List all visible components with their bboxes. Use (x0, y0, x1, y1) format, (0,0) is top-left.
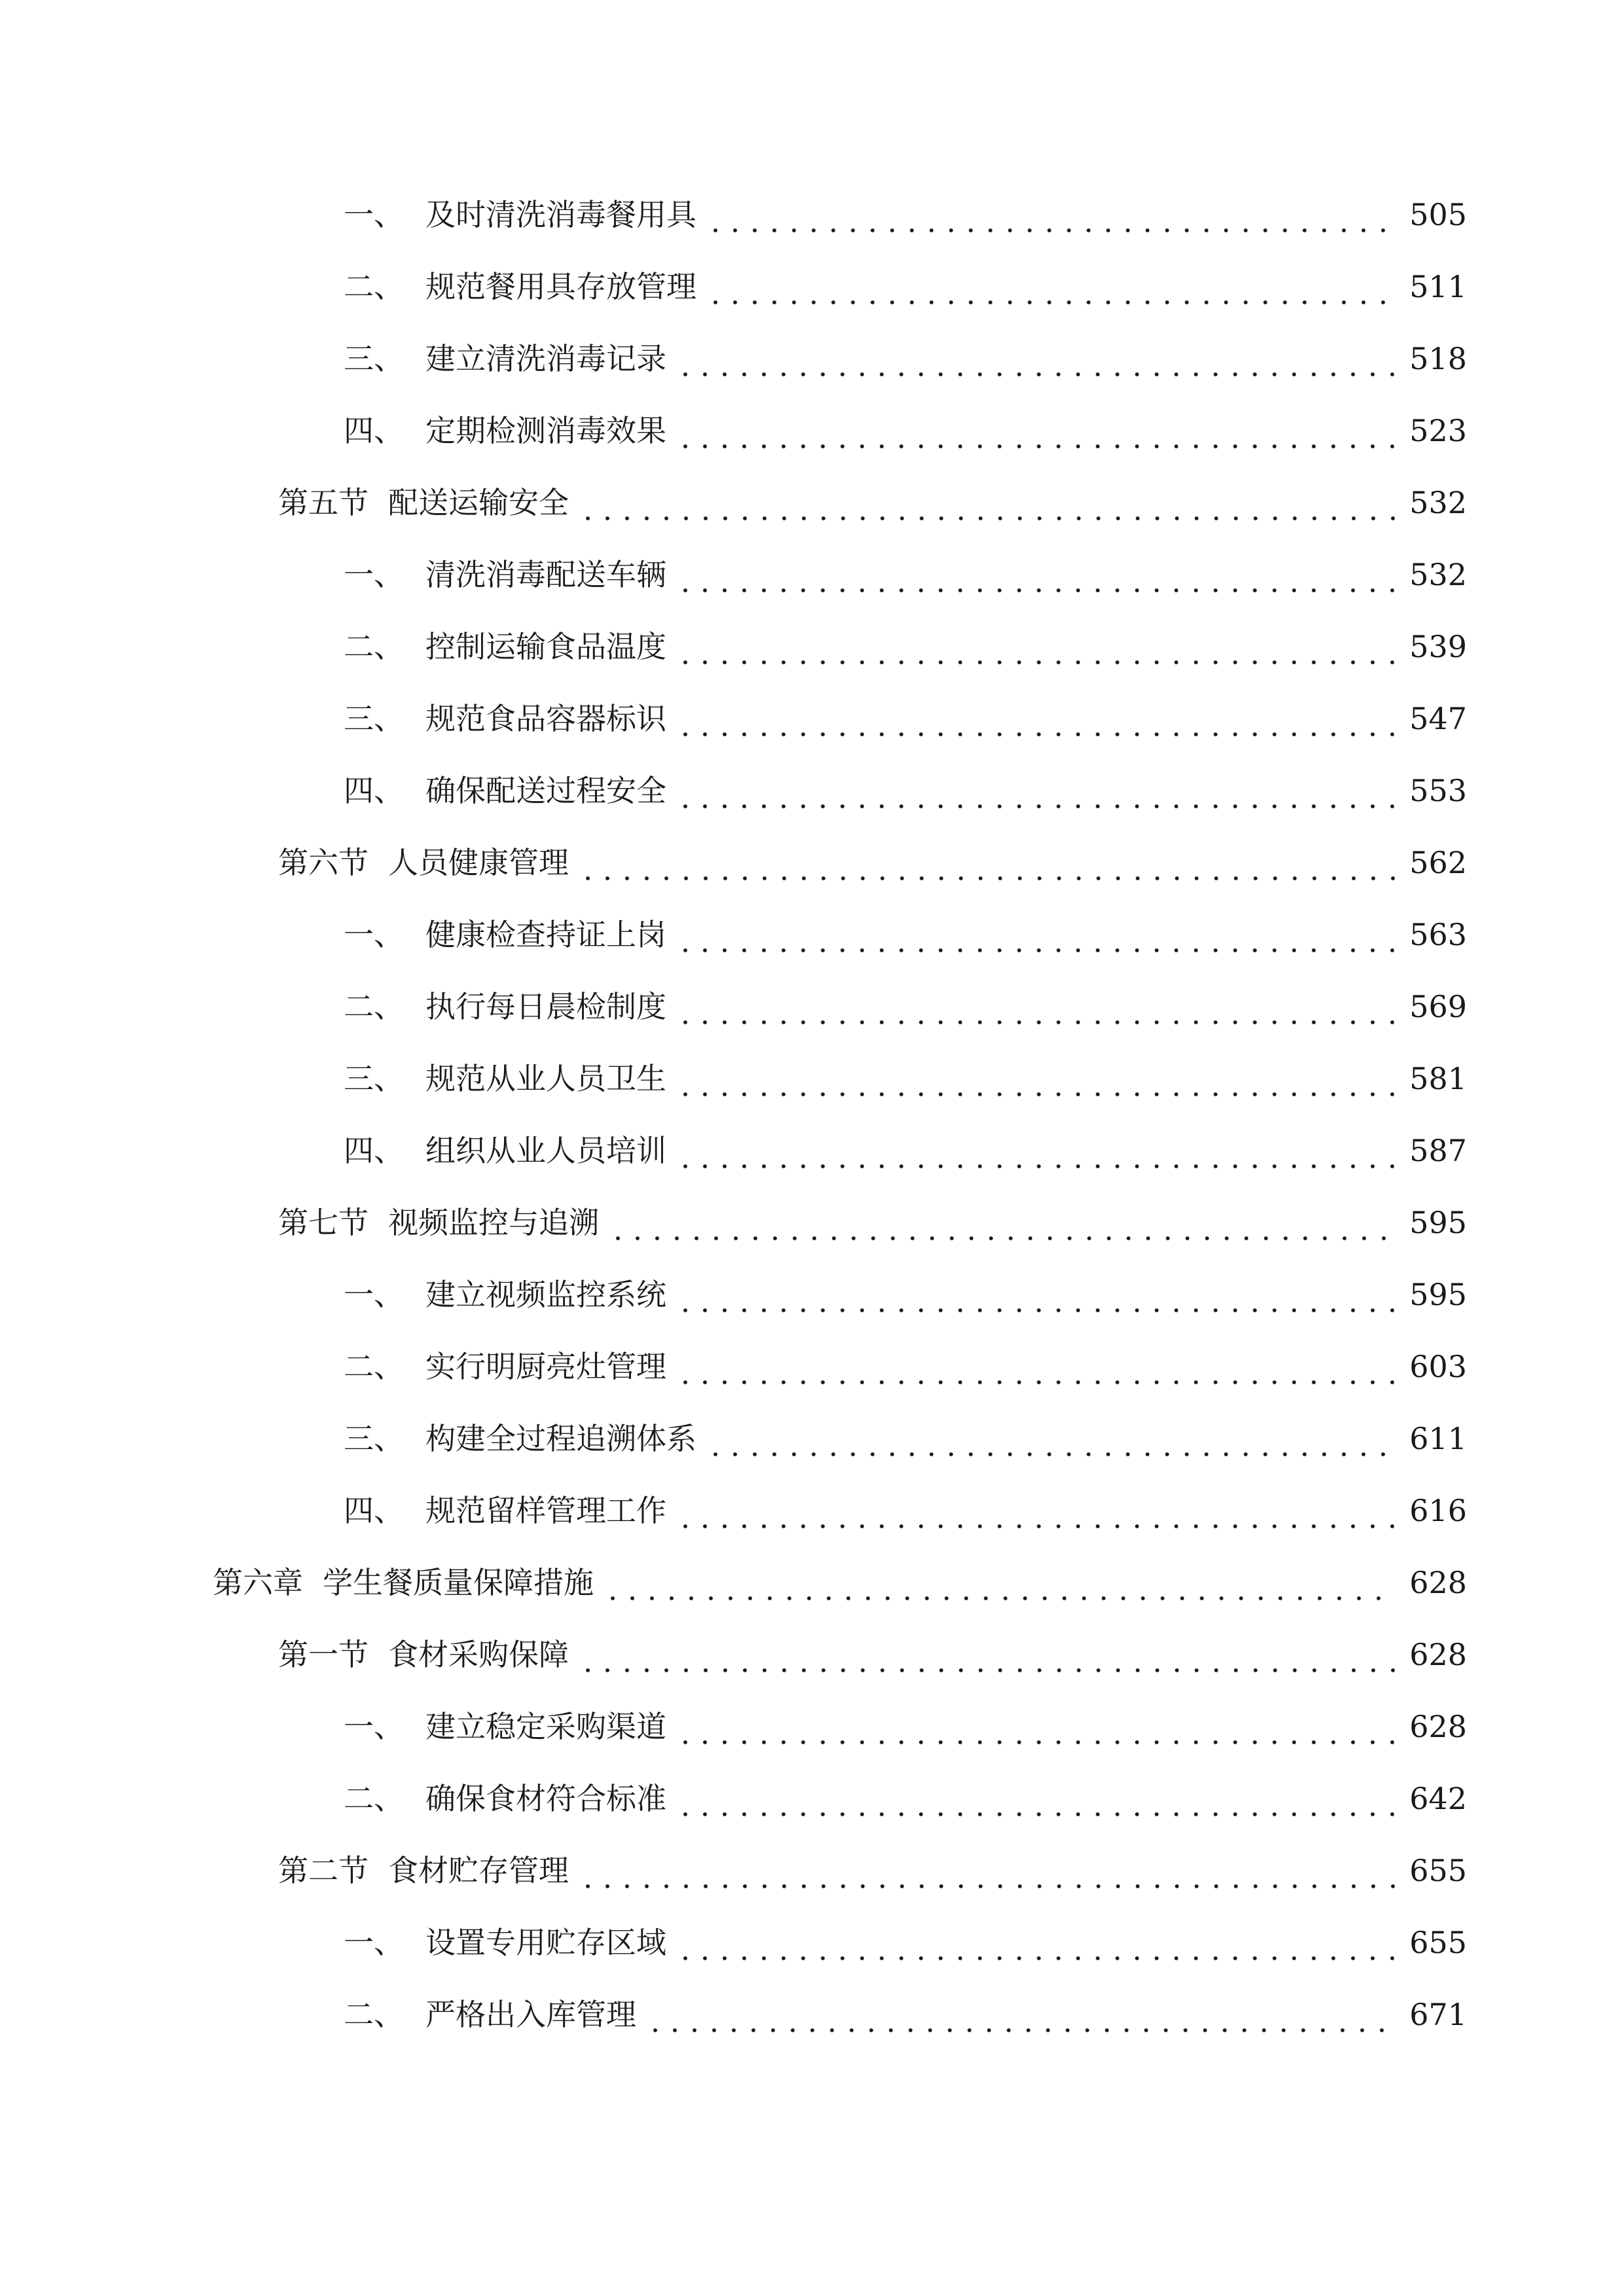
toc-entry-number: 四、 (344, 1133, 404, 1168)
toc-entry-title: 构建全过程追溯体系 (425, 1421, 696, 1456)
toc-entry[interactable] (344, 548, 1467, 601)
toc-entry[interactable] (344, 1916, 1467, 1969)
dot-leader (676, 692, 1395, 745)
toc-entry-page: 539 (1409, 629, 1467, 664)
toc-entry-title: 规范食品容器标识 (425, 701, 666, 736)
toc-entry-title: 定期检测消毒效果 (425, 413, 666, 448)
toc-entry-page: 671 (1409, 1997, 1467, 2032)
toc-entry-page: 611 (1409, 1421, 1467, 1456)
toc-entry-title: 配送运输安全 (388, 485, 569, 520)
toc-entry-page: 532 (1409, 485, 1467, 520)
toc-entry-title: 执行每日晨检制度 (425, 989, 666, 1024)
toc-entry-number: 二、 (344, 1781, 404, 1816)
toc-entry-title: 建立稳定采购渠道 (425, 1709, 666, 1744)
toc-entry-title: 学生餐质量保障措施 (323, 1565, 594, 1600)
dot-leader (608, 1196, 1395, 1249)
toc-entry-page: 595 (1409, 1277, 1467, 1312)
toc-entry-number: 第六章 (213, 1565, 303, 1600)
dot-leader (706, 188, 1395, 241)
toc-entry-page: 655 (1409, 1853, 1467, 1888)
toc-entry-page: 553 (1409, 773, 1467, 808)
toc-entry-number: 第七节 (278, 1205, 369, 1240)
toc-entry-title: 组织从业人员培训 (425, 1133, 666, 1168)
toc-entry-number: 三、 (344, 701, 404, 736)
dot-leader (676, 548, 1395, 601)
dot-leader (676, 1268, 1395, 1321)
toc-entry[interactable] (278, 476, 1467, 529)
toc-entry-title: 清洗消毒配送车辆 (425, 557, 666, 592)
dot-leader (676, 332, 1395, 385)
toc-entry-page: 523 (1409, 413, 1467, 448)
toc-entry-number: 四、 (344, 773, 404, 808)
toc-entry[interactable] (278, 1628, 1467, 1681)
toc-entry-page: 547 (1409, 701, 1467, 736)
toc-entry[interactable] (213, 1556, 1467, 1609)
toc-entry-number: 一、 (344, 197, 404, 232)
toc-entry[interactable] (278, 836, 1467, 889)
toc-entry[interactable] (344, 764, 1467, 817)
dot-leader (578, 1844, 1395, 1897)
dot-leader (676, 1340, 1395, 1393)
dot-leader (676, 1916, 1395, 1969)
toc-entry[interactable] (344, 1772, 1467, 1825)
toc-entry-page: 511 (1409, 269, 1467, 304)
dot-leader (676, 1052, 1395, 1105)
toc-entry[interactable] (344, 980, 1467, 1033)
toc-entry-page: 563 (1409, 917, 1467, 952)
dot-leader (676, 1484, 1395, 1537)
toc-entry-number: 二、 (344, 629, 404, 664)
toc-entry-page: 655 (1409, 1925, 1467, 1960)
toc-entry-number: 三、 (344, 1421, 404, 1456)
toc-entry-page: 616 (1409, 1493, 1467, 1528)
toc-entry-number: 一、 (344, 1925, 404, 1960)
toc-entry[interactable] (344, 1412, 1467, 1465)
toc-entry[interactable] (344, 404, 1467, 457)
toc-entry[interactable] (344, 1124, 1467, 1177)
dot-leader (578, 476, 1395, 529)
toc-entry-page: 628 (1409, 1709, 1467, 1744)
toc-entry-number: 一、 (344, 917, 404, 952)
dot-leader (676, 404, 1395, 457)
toc-entry[interactable] (344, 1052, 1467, 1105)
toc-entry[interactable] (344, 1988, 1467, 2041)
toc-entry-title: 建立视频监控系统 (425, 1277, 666, 1312)
toc-entry-number: 三、 (344, 1061, 404, 1096)
toc-entry-number: 四、 (344, 413, 404, 448)
dot-leader (603, 1556, 1395, 1609)
toc-entry-title: 视频监控与追溯 (388, 1205, 599, 1240)
dot-leader (706, 1412, 1395, 1465)
toc-entry-number: 一、 (344, 1277, 404, 1312)
toc-entry-title: 健康检查持证上岗 (425, 917, 666, 952)
toc-entry-page: 628 (1409, 1565, 1467, 1600)
toc-entry-title: 建立清洗消毒记录 (425, 341, 666, 376)
toc-entry-number: 第二节 (278, 1853, 369, 1888)
toc-entry-number: 第五节 (278, 485, 369, 520)
toc-entry-title: 规范留样管理工作 (425, 1493, 666, 1528)
toc-entry-page: 642 (1409, 1781, 1467, 1816)
toc-entry[interactable] (344, 908, 1467, 961)
toc-entry[interactable] (344, 620, 1467, 673)
dot-leader (578, 1628, 1395, 1681)
toc-entry-title: 确保食材符合标准 (425, 1781, 666, 1816)
toc-entry[interactable] (344, 692, 1467, 745)
toc-entry[interactable] (344, 188, 1467, 241)
toc-entry-number: 二、 (344, 1349, 404, 1384)
toc-entry-title: 设置专用贮存区域 (425, 1925, 666, 1960)
toc-entry-page: 595 (1409, 1205, 1467, 1240)
toc-entry-number: 第一节 (278, 1637, 369, 1672)
toc-entry-page: 562 (1409, 845, 1467, 880)
dot-leader (676, 764, 1395, 817)
toc-entry-page: 628 (1409, 1637, 1467, 1672)
toc-entry-number: 二、 (344, 989, 404, 1024)
toc-entry-number: 三、 (344, 341, 404, 376)
toc-entry[interactable] (344, 1700, 1467, 1753)
toc-entry-number: 第六节 (278, 845, 369, 880)
toc-entry-number: 二、 (344, 1997, 404, 2032)
toc-entry[interactable] (344, 260, 1467, 313)
toc-entry-page: 518 (1409, 341, 1467, 376)
toc-entry-title: 实行明厨亮灶管理 (425, 1349, 666, 1384)
toc-entry-title: 严格出入库管理 (425, 1997, 636, 2032)
dot-leader (676, 1772, 1395, 1825)
toc-entry-title: 及时清洗消毒餐用具 (425, 197, 696, 232)
dot-leader (578, 836, 1395, 889)
toc-entry[interactable] (344, 332, 1467, 385)
toc-entry[interactable] (344, 1340, 1467, 1393)
toc-entry-title: 人员健康管理 (388, 845, 569, 880)
dot-leader (676, 1700, 1395, 1753)
dot-leader (676, 1124, 1395, 1177)
toc-entry-page: 603 (1409, 1349, 1467, 1384)
toc-entry-title: 控制运输食品温度 (425, 629, 666, 664)
toc-entry-page: 587 (1409, 1133, 1467, 1168)
toc-entry-title: 食材贮存管理 (388, 1853, 569, 1888)
toc-entry[interactable] (344, 1268, 1467, 1321)
dot-leader (676, 908, 1395, 961)
toc-entry[interactable] (344, 1484, 1467, 1537)
toc-entry-page: 532 (1409, 557, 1467, 592)
toc-entry-page: 505 (1409, 197, 1467, 232)
toc-entry-number: 四、 (344, 1493, 404, 1528)
dot-leader (676, 980, 1395, 1033)
dot-leader (645, 1988, 1395, 2041)
dot-leader (706, 260, 1395, 313)
toc-entry-title: 食材采购保障 (388, 1637, 569, 1672)
toc-entry-page: 581 (1409, 1061, 1467, 1096)
toc-entry-title: 规范餐用具存放管理 (425, 269, 696, 304)
toc-entry-page: 569 (1409, 989, 1467, 1024)
toc-entry-title: 规范从业人员卫生 (425, 1061, 666, 1096)
toc-entry-number: 一、 (344, 1709, 404, 1744)
toc-entry[interactable] (278, 1196, 1467, 1249)
dot-leader (676, 620, 1395, 673)
toc-entry-number: 二、 (344, 269, 404, 304)
toc-entry[interactable] (278, 1844, 1467, 1897)
toc-entry-title: 确保配送过程安全 (425, 773, 666, 808)
toc-entry-number: 一、 (344, 557, 404, 592)
